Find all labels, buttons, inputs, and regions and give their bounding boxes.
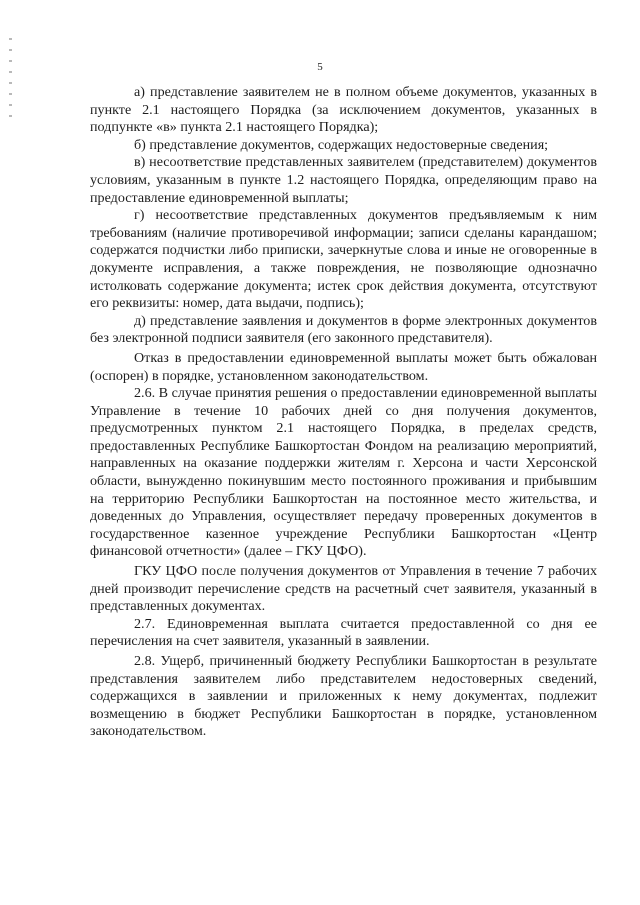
paragraph-gku-cfo: ГКУ ЦФО после получения документов от Управления в течение 7 рабочих дней производит перечисление средств на расчетный счет заявителя, указанный в представленных документах. <box>90 563 597 615</box>
margin-dots <box>9 38 12 123</box>
paragraph-v: в) несоответствие представленных заявителем (представителем) документов условиям, указанным в пункте 1.2 настоящего Порядка, определяющим право на предоставление единовременной выплаты; <box>90 154 597 206</box>
paragraph-2-8: 2.8. Ущерб, причиненный бюджету Республики Башкортостан в результате представления заявителем либо представителем недостоверных сведений, содержащихся в заявлении и приложенных к нему документах, подлежит возмещению в бюджет Республики Башкортостан в порядке, установленном законодательством. <box>90 653 597 740</box>
paragraph-2-7: 2.7. Единовременная выплата считается предоставленной со дня ее перечисления на счет заявителя, указанный в заявлении. <box>90 615 597 650</box>
paragraph-refusal-appeal: Отказ в предоставлении единовременной выплаты может быть обжалован (оспорен) в порядке, установленном законодательством. <box>90 349 597 384</box>
paragraph-b: б) представление документов, содержащих недостоверные сведения; <box>134 136 549 153</box>
paragraph-2-6: 2.6. В случае принятия решения о предоставлении единовременной выплаты Управление в течение 10 рабочих дней со дня получения документов, предусмотренных пунктом 2.1 настоящего Порядка, в пределах средств, предоставленных Республике Башкортостан Фондом на реализацию мероприятий, направленных на оказание поддержки жителям г. Херсона и части Херсонской области, вынужденно покинувшим место постоянного проживания и прибывшим на территорию Республики Башкортостан на постоянное место жительства, и доведенных до Управления, осуществляет передачу проверенных документов в государственное казенное учреждение Республики Башкортостан «Центр финансовой отчетности» (далее – ГКУ ЦФО). <box>90 385 597 560</box>
paragraph-a: а) представление заявителем не в полном объеме документов, указанных в пункте 2.1 настоящего Порядка (за исключением документов, указанных в подпункте «в» пункта 2.1 настоящего Порядка); <box>90 84 597 136</box>
paragraph-g: г) несоответствие представленных документов предъявляемым к ним требованиям (наличие противоречивой информации; записи сделаны карандашом; содержатся подчистки либо приписки, зачеркнутые слова и иные не оговоренные в документе исправления, а также повреждения, не позволяющие однозначно истолковать содержание документа; истек срок действия документа, отсутствуют его реквизиты: номер, дата выдачи, подпись); <box>90 207 597 312</box>
page-number: 5 <box>317 61 323 73</box>
paragraph-d: д) представление заявления и документов в форме электронных документов без электронной подписи заявителя (его законного представителя). <box>90 312 597 347</box>
body-text <box>90 84 597 741</box>
